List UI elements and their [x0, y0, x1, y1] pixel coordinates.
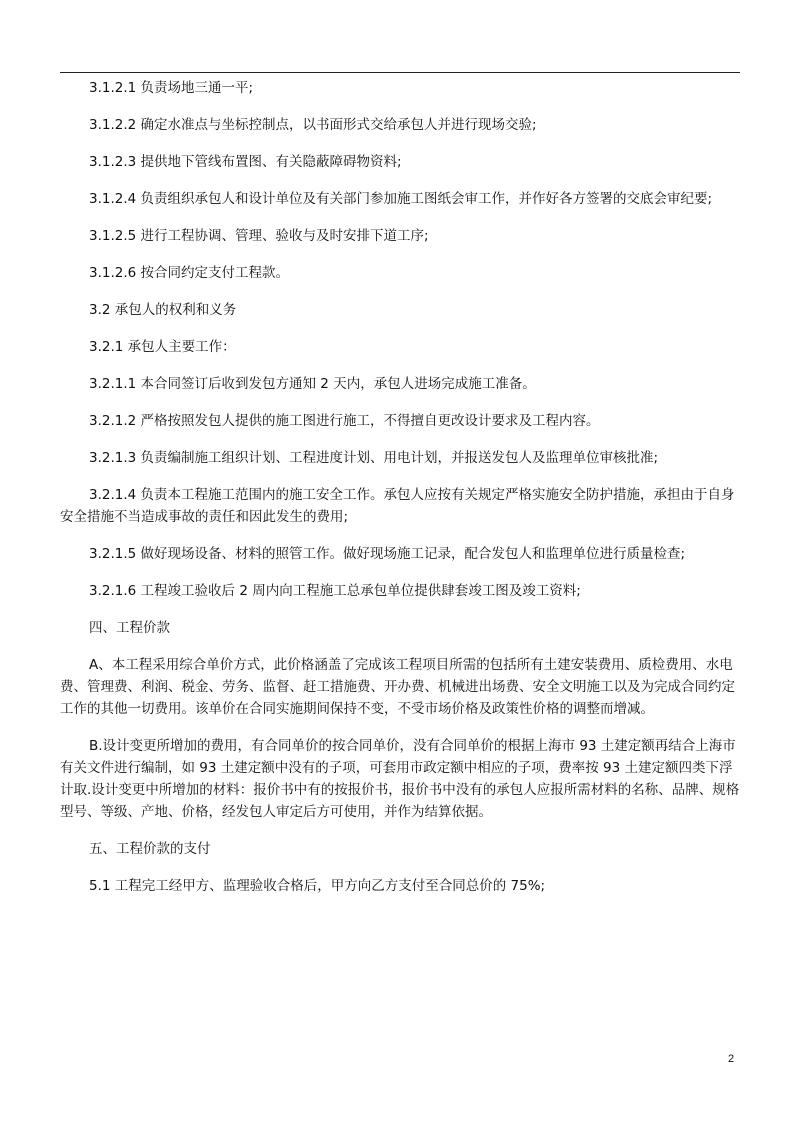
clause-3-1-2-4: 3.1.2.4 负责组织承包人和设计单位及有关部门参加施工图纸会审工作，并作好各方签署的交底会审纪要; [89, 191, 713, 207]
section-3-2-heading: 3.2 承包人的权利和义务 [89, 302, 237, 318]
clause-3-1-2-3: 3.1.2.3 提供地下管线布置图、有关隐蔽障碍物资料; [89, 154, 402, 170]
clause-3-1-2-2: 3.1.2.2 确定水准点与坐标控制点，以书面形式交给承包人并进行现场交验; [89, 117, 537, 133]
clause-3-2-1-6: 3.2.1.6 工程竣工验收后 2 周内向工程施工总承包单位提供肆套竣工图及竣工资料; [89, 583, 581, 599]
clause-3-1-2-5: 3.1.2.5 进行工程协调、管理、验收与及时安排下道工序; [89, 228, 429, 244]
section-4-item-a: A、本工程采用综合单价方式，此价格涵盖了完成该工程项目所需的包括所有土建安装费用、质检费用、水电费、管理费、利润、税金、劳务、监督、赶工措施费、开办费、机械进出场费、安全文明施工以及为完成合同约定工作的其他一切费用。该单价在合同实施期间保持不变，不受市场价格及政策性价格的调整而增减。 [60, 657, 735, 717]
section-4-heading: 四、工程价款 [89, 620, 170, 636]
section-4-item-b: B.设计变更所增加的费用，有合同单价的按合同单价，没有合同单价的根据上海市 93 土建定额再结合上海市有关文件进行编制，如 93 土建定额中没有的子项，可套用市政定额中相应的子项，费率按 93 土建定额四类下浮 计取.设计变更中所增加的材料：报价书中有的按报价书，报价书中没有的承包人应报所需材料的名称、品牌、规格型号、等级、产地、价格，经发包人审定后方可使用，并作为结算依据。 [60, 738, 740, 820]
clause-3-1-2-1: 3.1.2.1 负责场地三通一平; [89, 80, 254, 96]
page-number: 2 [728, 1053, 735, 1065]
clause-3-2-1-4: 3.2.1.4 负责本工程施工范围内的施工安全工作。承包人应按有关规定严格实施安全防护措施，承担由于自身安全措施不当造成事故的责任和因此发生的费用; [60, 487, 735, 525]
section-3-2-1-heading: 3.2.1 承包人主要工作： [89, 339, 236, 355]
clause-3-2-1-2: 3.2.1.2 严格按照发包人提供的施工图进行施工，不得擅自更改设计要求及工程内容。 [89, 413, 600, 429]
clause-3-2-1-1: 3.2.1.1 本合同签订后收到发包方通知 2 天内，承包人进场完成施工准备。 [89, 376, 536, 392]
section-5-heading: 五、工程价款的支付 [89, 841, 211, 857]
clause-3-2-1-5: 3.2.1.5 做好现场设备、材料的照管工作。做好现场施工记录，配合发包人和监理单位进行质量检查; [89, 546, 686, 562]
clause-3-2-1-3: 3.2.1.3 负责编制施工组织计划、工程进度计划、用电计划，并报送发包人及监理单位审核批准; [89, 450, 659, 466]
document-body [60, 77, 741, 912]
clause-3-1-2-6: 3.1.2.6 按合同约定支付工程款。 [89, 265, 290, 281]
clause-5-1: 5.1 工程完工经甲方、监理验收合格后，甲方向乙方支付至合同总价的 75%; [89, 878, 546, 894]
header-rule [60, 72, 740, 73]
